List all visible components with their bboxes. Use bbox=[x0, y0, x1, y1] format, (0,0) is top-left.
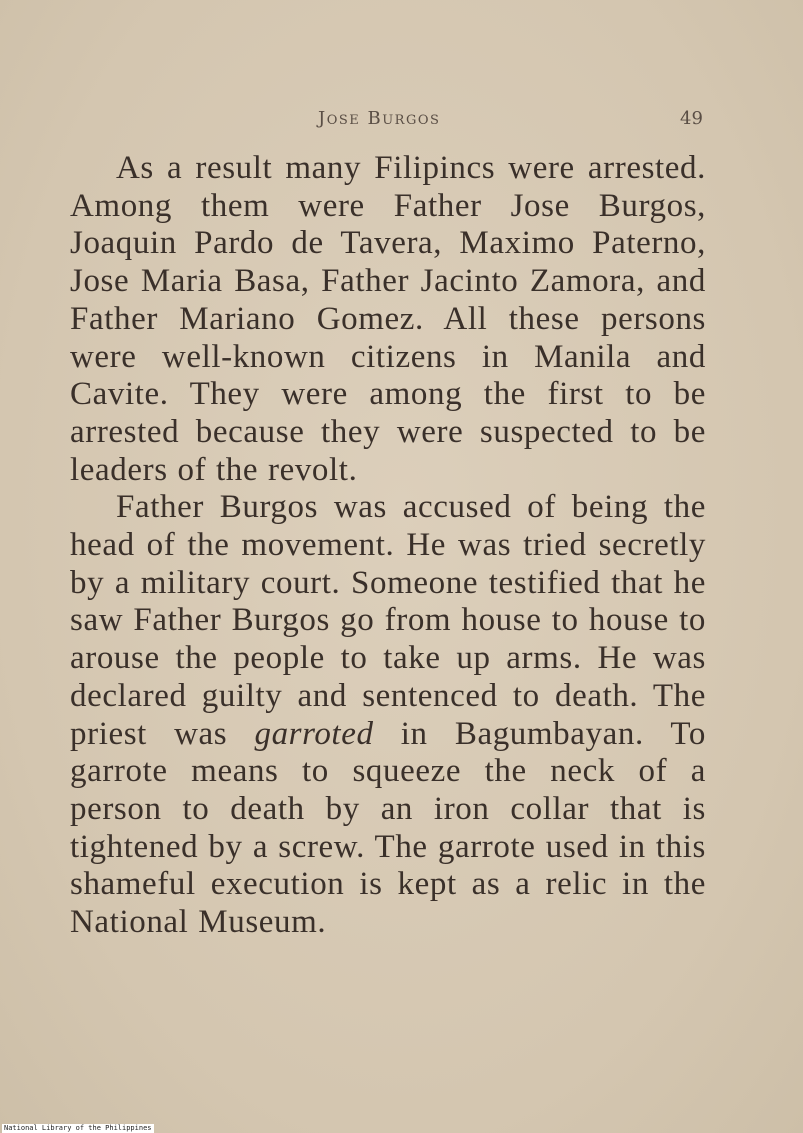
running-head bbox=[0, 108, 803, 132]
paragraph-text-before: Father Burgos was accused of being the head of the movement. He was tried secretly by a military court. Someone testified that he saw Father Burgos go from house to house to arouse the people to take up arms. He was declared guilty and sentenced to death. The priest was bbox=[70, 489, 706, 752]
page-number: 49 bbox=[680, 108, 703, 129]
body-text bbox=[70, 150, 706, 942]
chapter-title: Jose Burgos bbox=[318, 108, 441, 129]
paragraph-arrests: As a result many Filipincs were arrested. Among them were Father Jose Burgos, Joaquin Pardo de Tavera, Maximo Paterno, Jose Maria Basa, Father Jacinto Zamora, and Father Mariano Gomez. All these persons were well-known citizens in Manila and Cavite. They were among the first to be arrested because they were suspected to be leaders of the revolt. bbox=[70, 150, 706, 488]
library-credit: National Library of the Philippines bbox=[4, 1124, 152, 1132]
italic-term-garroted: garroted bbox=[254, 715, 374, 752]
paragraph-text-after: in Bagumbayan. To garrote means to squeeze the neck of a person to death by an iron collar that is tightened by a screw. The garrote used in this shameful execution is kept as a relic in the National Museum. bbox=[70, 715, 706, 941]
paragraph-burgos-trial bbox=[70, 489, 706, 941]
